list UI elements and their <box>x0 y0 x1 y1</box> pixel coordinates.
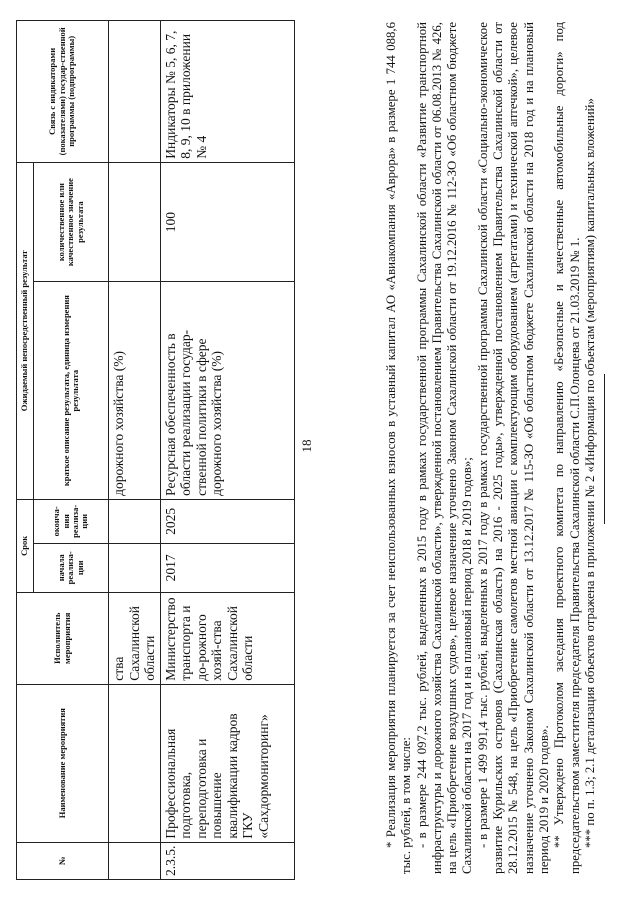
cell-empty <box>109 842 161 879</box>
activities-table <box>16 20 295 880</box>
rotated-page-content <box>16 20 612 880</box>
footnote-3: *** по п. 1.3; 2.1 детализация объектов отражена в приложении № 2 «Информация по объектам (мероприятиям) капитальных вложений» <box>582 98 597 848</box>
table-row <box>160 21 294 880</box>
cell-empty <box>109 162 161 282</box>
footnote-1-item-2: - в размере 1 499 991,4 тыс. рублей, выделенных в 2017 году в рамках государственной программы Сахалинской области «Социально-экономическое развитие Курильских островов (Сахалинская область) на 2016 - 2025 годы», утвержденной постановлением Правительства Сахалинской области от 28.12.2015 № 548, на цель «Приобретение самолетов местной авиации с комплектующим оборудованием (агрегатами) и технической аптечкой», целевое назначение уточнено Законом Сахалинской области от 13.12.2017 № 115-ЗО «Об областном бюджете Сахалинской области на 2018 год и на плановый период 2019 и 2020 годов». <box>475 22 551 874</box>
cell-row-num: 2.3.5. <box>160 842 294 879</box>
cell-empty <box>109 21 161 163</box>
cell-indicators: Индикаторы № 5, 6, 7, 8, 9, 10 в приложении № 4 <box>160 21 294 163</box>
footnote-2: ** Утверждено Протоколом заседания проектного комитета по направлению «Безопасные и качественные автомобильные дороги» под председательством заместителя председателя Правительства Сахалинской области С.П.Олонцева от 21.03.2019 № 1. <box>552 22 582 874</box>
cell-empty <box>109 684 161 842</box>
header-term: Срок <box>17 499 34 592</box>
page-number: 18 <box>299 439 314 453</box>
footnotes <box>384 22 598 874</box>
divider-line <box>604 374 605 524</box>
footnote-1: * Реализация мероприятия планируется за счет неиспользованных взносов в уставный капитал АО «Авиакомпания «Аврора» в размере 1 744 088,6 тыс. рублей, в том числе: <box>384 22 414 874</box>
cell-empty <box>109 499 161 543</box>
header-executor: Исполнитель мероприятия <box>17 592 109 684</box>
cell-executor-cont: ства Сахалинской области <box>109 592 161 684</box>
header-term-start: начала реализа-ции <box>34 543 109 592</box>
header-row-1 <box>17 21 34 880</box>
table-row-continuation <box>109 21 161 880</box>
header-indicators: Связь с индикаторами (показателями) государ-ственной программы (подпрограммы) <box>17 21 109 163</box>
cell-end-year: 2025 <box>160 499 294 543</box>
cell-result-value: 100 <box>160 162 294 282</box>
footnote-1-item-1: - в размере 244 097,2 тыс. рублей, выделенных в 2015 году в рамках государственной программы Сахалинской области «Развитие транспортной инфраструктуры и дорожного хозяйства Сахалинской области», утвержденной постановлением Правительства Сахалинской области от 06.08.2013 № 426, на цель «Приобретение воздушных судов», целевое назначение уточнено Законом Сахалинской области от 19.12.2016 № 112-ЗО «Об областном бюджете Сахалинской области на 2017 год и на плановый период 2018 и 2019 годов»; <box>414 22 475 874</box>
header-result-value: количественное или качественное значение результата <box>34 162 109 282</box>
cell-start-year: 2017 <box>160 543 294 592</box>
header-num: № <box>17 842 109 879</box>
header-result-desc: краткое описание результата, единица измерения результата <box>34 282 109 499</box>
cell-result-description: Ресурсная обеспеченность в области реализации государ-ственной политики в сфере дорожного хозяйства (%) <box>160 282 294 499</box>
header-term-end: оконча-ния реализа-ции <box>34 499 109 543</box>
cell-activity-name: Профессиональная подготовка, переподготовка и повышение квалификации кадров ГКУ «Сахдормониторинг» <box>160 684 294 842</box>
cell-empty <box>109 543 161 592</box>
cell-result-desc-cont: дорожного хозяйства (%) <box>109 282 161 499</box>
header-result: Ожидаемый непосредственный результат <box>17 162 34 499</box>
header-name: Наименование мероприятия <box>17 684 109 842</box>
cell-executor: Министерство транспорта и до-рожного хозяй-ства Сахалинской области <box>160 592 294 684</box>
